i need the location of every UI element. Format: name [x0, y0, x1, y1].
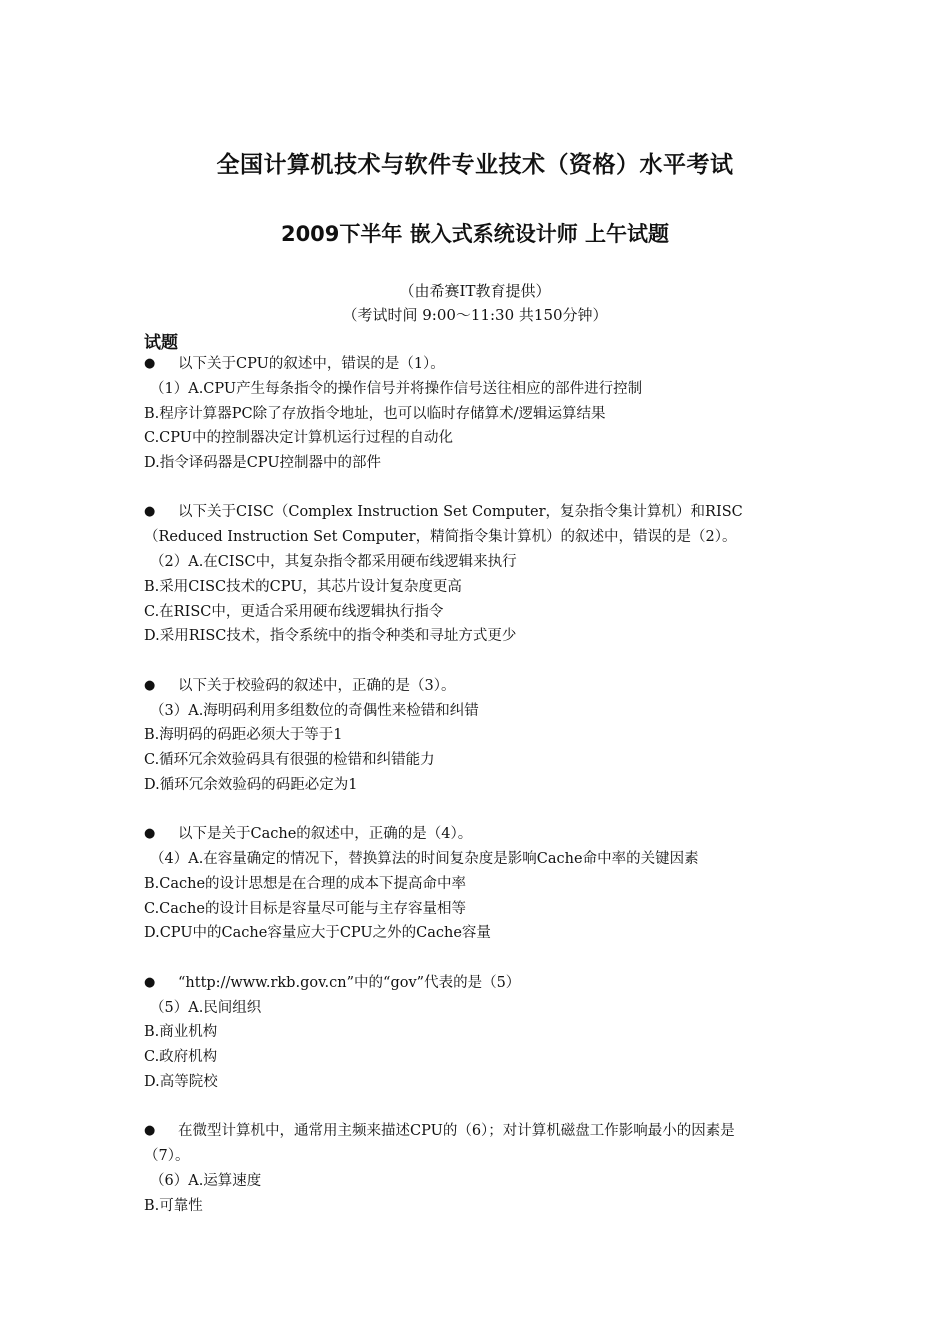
option-d: D.指令译码器是CPU控制器中的部件: [144, 455, 382, 472]
option-a: （6）A.运算速度: [150, 1172, 262, 1189]
stem-continuation: （7）。: [144, 1148, 190, 1165]
option-c: C.Cache的设计目标是容量尽可能与主存容量相等: [144, 900, 466, 917]
option-b: B.采用CISC技术的CPU，其芯片设计复杂度更高: [144, 578, 462, 595]
question-stem: [144, 1119, 814, 1144]
stem-text: 以下是关于Cache的叙述中，正确的是（4）。: [178, 826, 473, 843]
option-b: B.海明码的码距必须大于等于1: [144, 727, 343, 744]
option-a: （5）A.民间组织: [150, 999, 262, 1016]
stem-text: 以下关于CISC（Complex Instruction Set Computer，复杂指令集计算机）和RISC: [178, 504, 743, 521]
bullet-icon: ●: [144, 677, 156, 693]
stem-text: 以下关于校验码的叙述中，正确的是（3）。: [178, 677, 456, 694]
question-stem: [144, 822, 814, 847]
stem-text: 以下关于CPU的叙述中，错误的是（1）。: [178, 356, 445, 372]
option-d: D.采用RISC技术，指令系统中的指令种类和寻址方式更少: [144, 628, 517, 645]
option-a: （3）A.海明码利用多组数位的奇偶性来检错和纠错: [150, 702, 479, 719]
question-stem: [144, 352, 814, 377]
option-c: C.CPU中的控制器决定计算机运行过程的自动化: [144, 430, 454, 447]
question-stem: [144, 500, 814, 525]
question-item: [144, 1119, 814, 1218]
stem-continuation: （Reduced Instruction Set Computer，精简指令集计算机）的叙述中，错误的是（2）。: [144, 529, 737, 546]
question-stem: [144, 971, 814, 996]
bullet-icon: ●: [144, 1123, 156, 1139]
stem-text: 在微型计算机中，通常用主频来描述CPU的（6）；对计算机磁盘工作影响最小的因素是: [178, 1123, 735, 1140]
option-c: C.循环冗余效验码具有很强的检错和纠错能力: [144, 752, 435, 769]
option-c: C.在RISC中，更适合采用硬布线逻辑执行指令: [144, 603, 444, 620]
option-a: （4）A.在容量确定的情况下，替换算法的时间复杂度是影响Cache命中率的关键因素: [150, 851, 699, 868]
question-item: [144, 674, 814, 798]
stem-text: “http://www.rkb.gov.cn”中的“gov”代表的是（5）: [178, 974, 521, 991]
option-b: B.可靠性: [144, 1197, 203, 1214]
question-item: [144, 971, 814, 1095]
question-item: [144, 822, 814, 946]
exam-title: 全国计算机技术与软件专业技术（资格）水平考试: [216, 152, 734, 178]
question-stem: [144, 674, 814, 699]
question-item: [144, 352, 814, 476]
bullet-icon: ●: [144, 356, 156, 371]
exam-subtitle: 2009下半年 嵌入式系统设计师 上午试题: [280, 222, 670, 246]
option-b: B.商业机构: [144, 1024, 218, 1041]
option-a: （1）A.CPU产生每条指令的操作信号并将操作信号送往相应的部件进行控制: [150, 380, 643, 397]
option-a: （2）A.在CISC中，其复杂指令都采用硬布线逻辑来执行: [150, 554, 517, 571]
bullet-icon: ●: [144, 826, 156, 842]
exam-time-note: （考试时间 9:00～11:30 共150分钟）: [342, 306, 608, 324]
option-b: B.程序计算器PC除了存放指令地址，也可以临时存储算术/逻辑运算结果: [144, 405, 606, 422]
bullet-icon: ●: [144, 974, 156, 990]
section-label: 试题: [144, 333, 178, 353]
option-d: D.高等院校: [144, 1073, 218, 1090]
question-item: [144, 500, 814, 649]
provider-note: （由希赛IT教育提供）: [399, 282, 551, 300]
question-list: [144, 352, 814, 1243]
option-c: C.政府机构: [144, 1049, 218, 1066]
bullet-icon: ●: [144, 504, 156, 520]
option-b: B.Cache的设计思想是在合理的成本下提高命中率: [144, 875, 467, 892]
option-d: D.循环冗余效验码的码距必定为1: [144, 776, 358, 793]
option-d: D.CPU中的Cache容量应大于CPU之外的Cache容量: [144, 925, 491, 942]
